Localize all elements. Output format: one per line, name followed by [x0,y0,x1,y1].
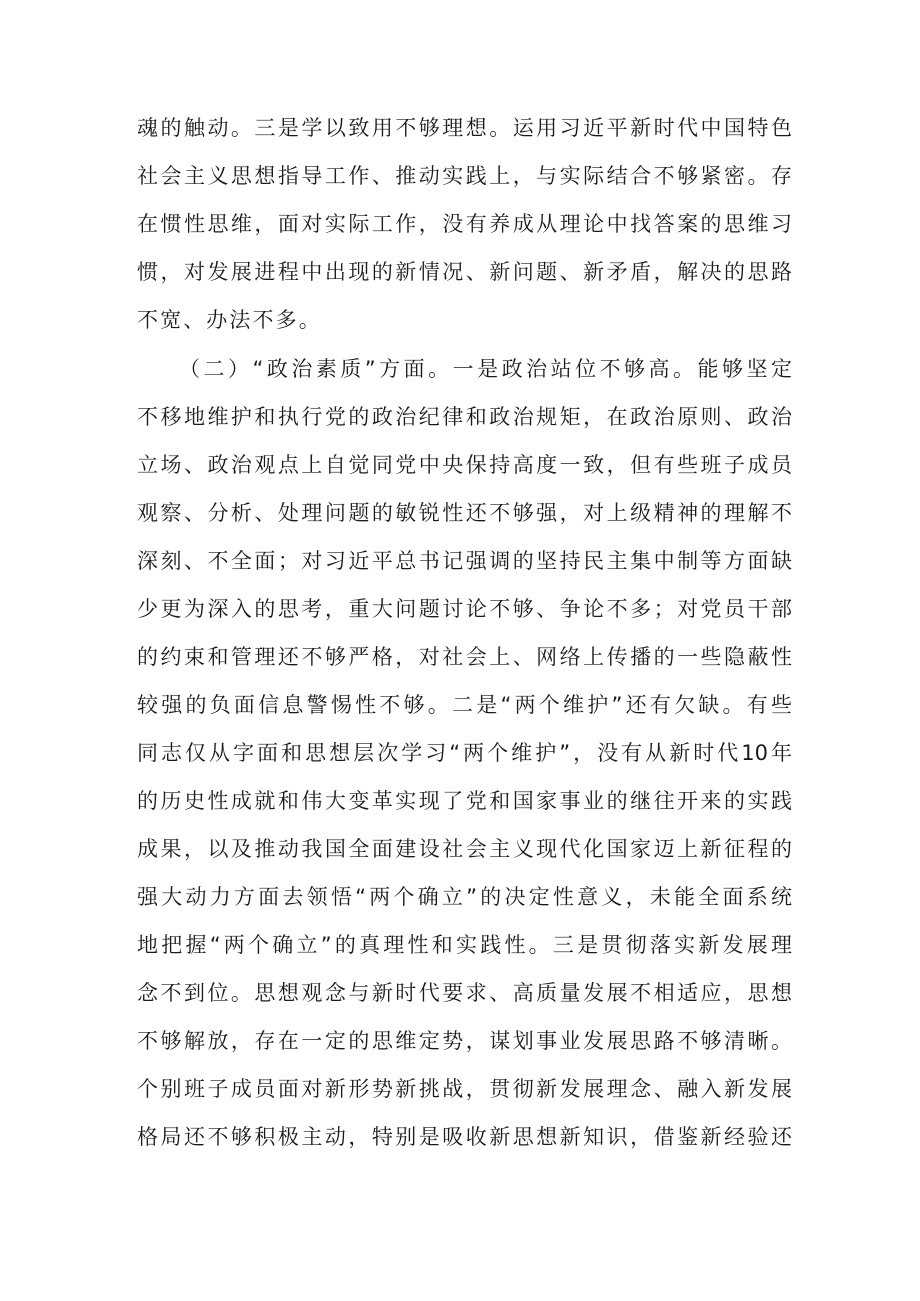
paragraph-line: 不宽、办法不多。 [137,308,322,332]
paragraph-line: 的历史性成就和伟大变革实现了党和国家事业的继往开来的实践 [137,789,792,813]
paragraph-line: 惯，对发展进程中出现的新情况、新问题、新矛盾，解决的思路 [137,260,792,284]
paragraph-line: 强大动力方面去领悟“两个确立”的决定性意义，未能全面系统 [137,885,792,909]
paragraph-line: 格局还不够积极主动，特别是吸收新思想新知识，借鉴新经验还 [137,1125,792,1149]
paragraph-line: 社会主义思想指导工作、推动实践上，与实际结合不够紧密。存 [137,164,792,188]
paragraph-line: 观察、分析、处理问题的敏锐性还不够强，对上级精神的理解不 [137,501,792,525]
paragraph-line: 个别班子成员面对新形势新挑战，贯彻新发展理念、融入新发展 [137,1077,792,1101]
paragraph-1 [137,104,792,344]
paragraph-line: 魂的触动。三是学以致用不够理想。运用习近平新时代中国特色 [137,116,792,140]
paragraph-line: 的约束和管理还不够严格，对社会上、网络上传播的一些隐蔽性 [137,645,792,669]
paragraph-line: 立场、政治观点上自觉同党中央保持高度一致，但有些班子成员 [137,453,792,477]
document-body [137,104,792,1161]
paragraph-2 [137,345,792,1161]
paragraph-line: 不移地维护和执行党的政治纪律和政治规矩，在政治原则、政治 [137,405,792,429]
paragraph-line: 不够解放，存在一定的思维定势，谋划事业发展思路不够清晰。 [137,1029,792,1053]
paragraph-line: 同志仅从字面和思想层次学习“两个维护”，没有从新时代10年 [137,741,792,765]
paragraph-line: 深刻、不全面；对习近平总书记强调的坚持民主集中制等方面缺 [137,549,792,573]
paragraph-line: 地把握“两个确立”的真理性和实践性。三是贯彻落实新发展理 [137,933,792,957]
paragraph-line: 念不到位。思想观念与新时代要求、高质量发展不相适应，思想 [137,981,792,1005]
paragraph-line: （二）“政治素质”方面。一是政治站位不够高。能够坚定 [179,357,792,381]
paragraph-line: 在惯性思维，面对实际工作，没有养成从理论中找答案的思维习 [137,212,792,236]
paragraph-line: 少更为深入的思考，重大问题讨论不够、争论不多；对党员干部 [137,597,792,621]
paragraph-line: 较强的负面信息警惕性不够。二是“两个维护”还有欠缺。有些 [137,693,792,717]
paragraph-line: 成果，以及推动我国全面建设社会主义现代化国家迈上新征程的 [137,837,792,861]
